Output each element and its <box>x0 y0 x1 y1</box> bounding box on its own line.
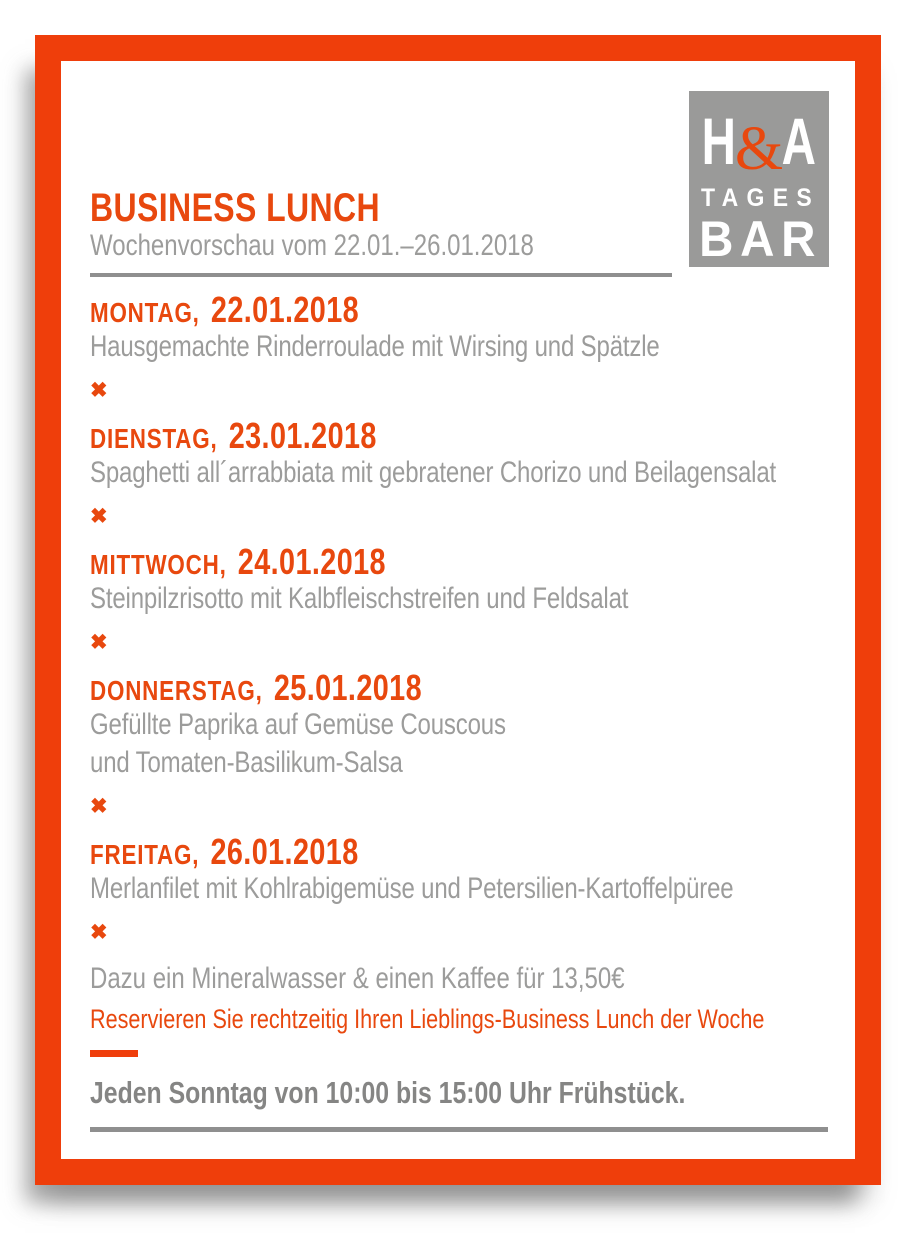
accent-dash <box>90 1050 138 1057</box>
day-date: 26.01.2018 <box>210 831 359 872</box>
day-label: DONNERSTAG, <box>90 675 263 706</box>
dish-text: Hausgemachte Rinderroulade mit Wirsing und Spätzle <box>90 330 660 363</box>
x-separator-icon: ✖ <box>90 631 108 654</box>
x-separator-icon: ✖ <box>90 921 108 944</box>
logo-letter-h: H <box>701 104 737 178</box>
day-label: DIENSTAG, <box>90 423 218 454</box>
day-date: 25.01.2018 <box>273 667 423 708</box>
menu-day-monday <box>90 289 855 402</box>
dish-text: Spaghetti all´arrabbiata mit gebratener Chorizo und Beilagensalat <box>90 456 777 489</box>
day-date: 22.01.2018 <box>210 289 360 330</box>
reservation-note: Reservieren Sie rechtzeitig Ihren Lieblings-Business Lunch der Woche <box>90 1004 765 1034</box>
x-separator-icon: ✖ <box>90 505 108 528</box>
x-separator-icon: ✖ <box>90 795 108 818</box>
day-date: 24.01.2018 <box>237 541 386 582</box>
flyer-card <box>35 35 881 1185</box>
logo-ampersand: & <box>734 115 784 183</box>
menu-day-tuesday <box>90 415 855 528</box>
logo-tages: TAGES <box>701 184 821 212</box>
logo-ha-row <box>695 104 823 183</box>
x-separator-icon: ✖ <box>90 379 108 402</box>
day-label: FREITAG, <box>90 839 200 870</box>
day-label: MONTAG, <box>90 297 200 328</box>
dish-text: Merlanfilet mit Kohlrabigemüse und Petersilien-Kartoffelpüree <box>90 872 734 905</box>
drink-offer-text: Dazu ein Mineralwasser & einen Kaffee für 13,50€ <box>90 962 625 995</box>
menu-day-wednesday <box>90 541 855 654</box>
header-divider <box>90 273 672 277</box>
ha-tagesbar-logo <box>689 91 829 267</box>
subtitle-week-range: Wochenvorschau vom 22.01.–26.01.2018 <box>90 229 534 262</box>
dish-text: Gefüllte Paprika auf Gemüse Couscous <box>90 708 506 741</box>
day-label: MITTWOCH, <box>90 549 227 580</box>
day-date: 23.01.2018 <box>228 415 377 456</box>
logo-bar: BAR <box>698 211 822 267</box>
menu-day-thursday <box>90 667 855 818</box>
flyer-inner <box>61 61 855 1159</box>
bottom-divider <box>90 1127 828 1132</box>
sunday-breakfast-note: Jeden Sonntag von 10:00 bis 15:00 Uhr Frühstück. <box>90 1075 686 1110</box>
dish-text: Steinpilzrisotto mit Kalbfleischstreifen und Feldsalat <box>90 582 629 615</box>
logo-letter-a: A <box>781 104 817 178</box>
dish-text: und Tomaten-Basilikum-Salsa <box>90 746 403 779</box>
page-title: BUSINESS LUNCH <box>90 186 381 230</box>
menu-day-friday <box>90 831 855 944</box>
